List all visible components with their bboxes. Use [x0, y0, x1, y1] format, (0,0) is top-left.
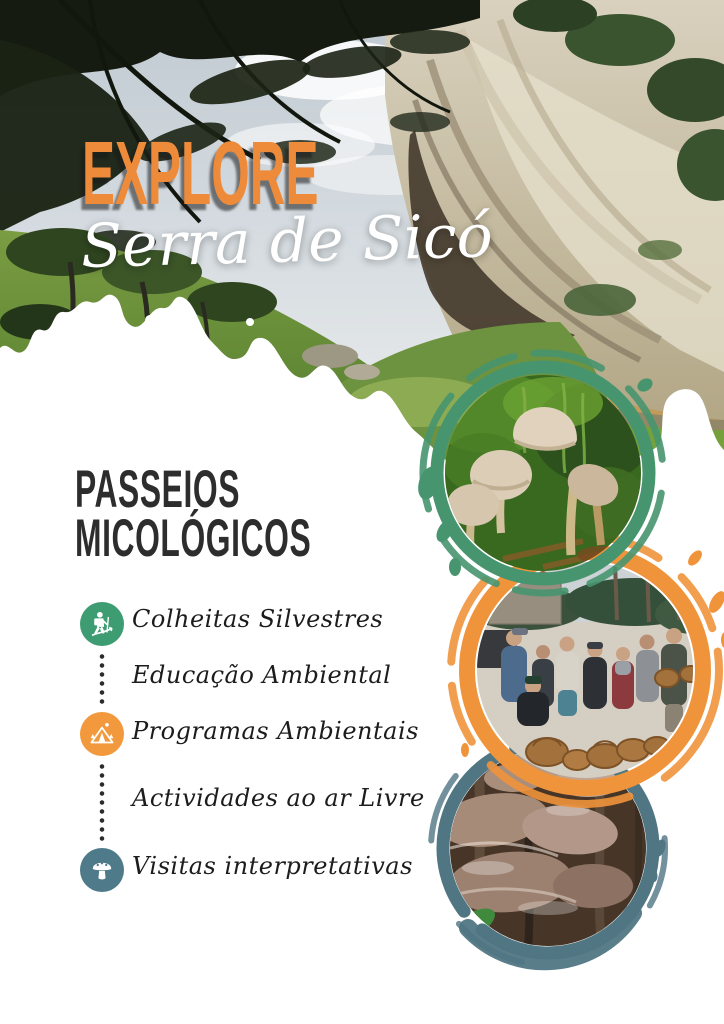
timeline-item-programas: Programas Ambientais [132, 717, 419, 745]
hero-title: EXPLORE [82, 124, 319, 224]
timeline-connector [99, 762, 105, 844]
timeline-item-colheitas: Colheitas Silvestres [132, 605, 384, 633]
timeline-item-visitas: Visitas interpretativas [132, 852, 413, 880]
hiker-icon [80, 602, 124, 646]
section-heading-line1: PASSEIOS [75, 460, 241, 519]
mushroom-icon [80, 848, 124, 892]
timeline-item-actividades: Actividades ao ar Livre [132, 784, 425, 812]
bonnet-mushrooms-photo [393, 323, 693, 628]
tent-icon [80, 712, 124, 756]
section-heading-line2: MICOLÓGICOS [75, 508, 312, 568]
section-heading [75, 460, 312, 568]
hero-subtitle: Serra de Sicó [80, 201, 494, 282]
timeline-connector [99, 652, 105, 708]
timeline-item-educacao: Educação Ambiental [132, 661, 392, 689]
